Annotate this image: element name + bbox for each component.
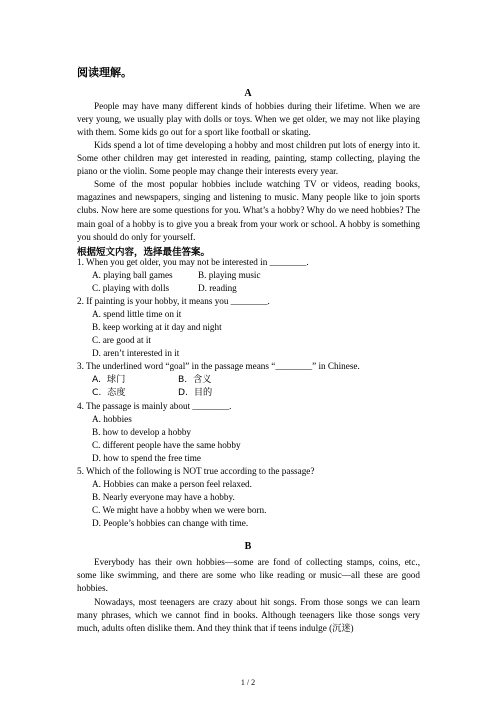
section-b-label: B bbox=[244, 541, 252, 552]
answer-option[interactable]: C. We might have a hobby when we were born. bbox=[92, 505, 267, 515]
answer-option[interactable]: B. 含义 bbox=[178, 374, 212, 385]
answer-option[interactable]: A. spend little time on it bbox=[92, 309, 182, 319]
answer-option[interactable]: C. different people have the same hobby bbox=[92, 440, 241, 450]
question-stem: 5. Which of the following is NOT true according to the passage? bbox=[77, 466, 315, 476]
question-stem: 1. When you get older, you may not be interested in ________. bbox=[77, 257, 309, 267]
question-stem: 2. If painting is your hobby, it means you ________. bbox=[77, 296, 270, 306]
question-stem: 3. The underlined word “goal” in the passage means “________” in Chinese. bbox=[77, 361, 360, 371]
section-a-label: A bbox=[244, 88, 252, 99]
section-a-paragraph: People may have many different kinds of hobbies during their lifetime. When we are very young, we usually play with dolls or toys. When we get older, we may not like playing with them. Some kids go out for a sport like football or skating. bbox=[77, 101, 420, 138]
answer-option[interactable]: B. playing music bbox=[198, 270, 261, 280]
answer-option[interactable]: C. 态度 bbox=[92, 387, 126, 398]
page-number: 1 / 2 bbox=[240, 678, 256, 687]
answer-option[interactable]: C. playing with dolls bbox=[92, 283, 170, 293]
answer-option[interactable]: D. 目的 bbox=[178, 387, 213, 398]
answer-option[interactable]: B. Nearly everyone may have a hobby. bbox=[92, 492, 235, 502]
section-b-paragraph: Everybody has their own hobbies—some are fond of collecting stamps, coins, etc., some like swimming, and there are some who like reading or music—all these are good hobbies. bbox=[77, 557, 420, 594]
answer-option[interactable]: A. Hobbies can make a person feel relaxed. bbox=[92, 479, 252, 489]
question-stem: 4. The passage is mainly about ________. bbox=[77, 401, 232, 411]
section-a-paragraph: Kids spend a lot of time developing a hobby and most children put lots of energy into it. Some other children may get interested in reading, painting, stamp collecting, playing the piano or the violin. Some people may change their interests every year. bbox=[77, 140, 420, 177]
answer-option[interactable]: D. People’s hobbies can change with time. bbox=[92, 518, 249, 528]
answer-option[interactable]: B. how to develop a hobby bbox=[92, 427, 192, 437]
answer-option[interactable]: A. hobbies bbox=[92, 414, 132, 424]
answer-option[interactable]: C. are good at it bbox=[92, 335, 151, 345]
answer-option[interactable]: A. playing ball games bbox=[92, 270, 173, 280]
answer-option[interactable]: B. keep working at it day and night bbox=[92, 322, 222, 332]
answer-option[interactable]: D. how to spend the free time bbox=[92, 453, 201, 463]
answer-option[interactable]: D. aren’t interested in it bbox=[92, 348, 180, 358]
page-title: 阅读理解。 bbox=[77, 66, 132, 79]
instruction-text: 根据短文内容，选择最佳答案。 bbox=[77, 247, 211, 258]
answer-option[interactable]: A. 球门 bbox=[92, 374, 126, 385]
section-b-paragraph: Nowadays, most teenagers are crazy about hit songs. From those songs we can learn many phrases, which we cannot find in books. Although teenagers like those songs very much, adults often dislike them. And they think that if teens indulge (沉迷) bbox=[77, 597, 420, 634]
section-a-paragraph: Some of the most popular hobbies include watching TV or videos, reading books, magazines and newspapers, singing and listening to music. Many people like to join sports clubs. Now here are some questions for you. What’s a hobby? Why do we need hobbies? The main goal of a hobby is to give you a break from your work or school. A hobby is something you should do only for yourself. bbox=[77, 179, 420, 242]
answer-option[interactable]: D. reading bbox=[198, 283, 237, 293]
